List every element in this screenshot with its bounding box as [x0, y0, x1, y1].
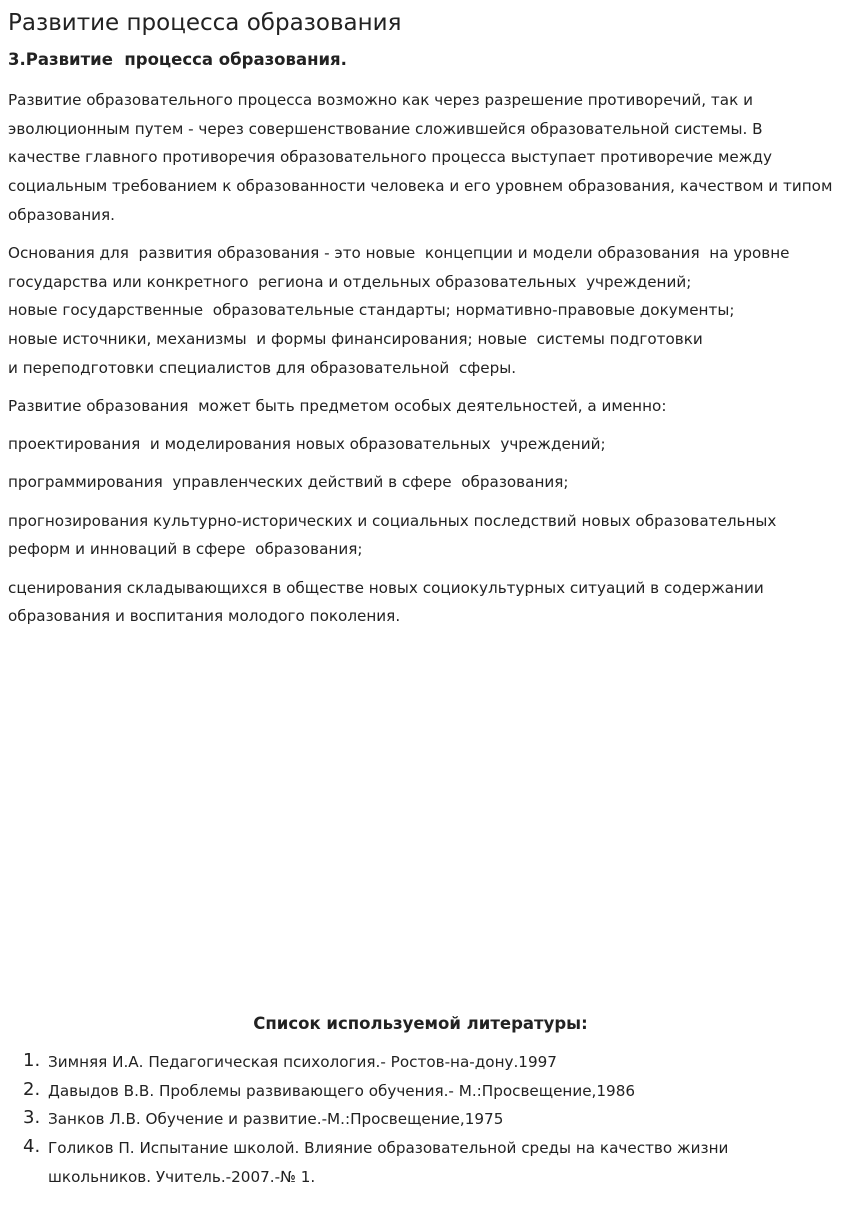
reference-item [0, 1048, 800, 1077]
reference-number: 2. [23, 1078, 41, 1100]
reference-text: Зимняя И.А. Педагогическая психология.- Ростов-на-дону.1997 [48, 1053, 557, 1071]
paragraph-foundations: Основания для развития образования - это новые концепции и модели образования на уровне государства или конкретного региона и отдельных образовательных учреждений; новые государственные образовательные стандарты; нормативно-правовые документы; новые источники, механизмы и формы финансирования; новые системы подготовки и переподготовки специалистов для образовательной сферы. [8, 244, 790, 377]
reference-text: Голиков П. Испытание школой. Влияние образовательной среды на качество жизни школьников. Учитель.-2007.-№ 1. [48, 1139, 729, 1186]
reference-item [0, 1077, 800, 1106]
reference-number: 1. [23, 1050, 41, 1071]
reference-text: Занков Л.В. Обучение и развитие.-М.:Просвещение,1975 [48, 1110, 504, 1129]
page-title: Развитие процесса образования [8, 10, 402, 36]
reference-item [0, 1134, 800, 1191]
reference-number: 3. [23, 1107, 41, 1129]
article-body [8, 86, 838, 640]
paragraph-activity-design: проектирования и моделирования новых образовательных учреждений; [8, 435, 606, 454]
paragraph-activity-forecasting: прогнозирования культурно-исторических и социальных последствий новых образовательных реформ и инноваций в сфере образования; [8, 511, 782, 559]
reference-text: Давыдов В.В. Проблемы развивающего обучения.- М.:Просвещение,1986 [48, 1081, 636, 1100]
references-title: Список используемой литературы: [253, 1014, 588, 1033]
section-heading: 3.Развитие процесса образования. [8, 50, 347, 69]
paragraph-activity-scenario: сценирования складывающихся в обществе новых социокультурных ситуаций в содержании образования и воспитания молодого поколения. [8, 578, 769, 626]
paragraph-activity-programming: программирования управленческих действий в сфере образования; [8, 473, 569, 492]
paragraph-intro: Развитие образовательного процесса возможно как через разрешение противоречий, так и эволюционным путем - через совершенствование сложившейся образовательной системы. В качестве главного противоречия образовательного процесса выступает противоречие между социальным требованием к образованности человека и его уровнем образования, качеством и типом образования. [8, 91, 838, 224]
paragraph-activities-intro: Развитие образования может быть предметом особых деятельностей, а именно: [8, 397, 667, 416]
reference-number: 4. [23, 1136, 41, 1158]
references-list [0, 1048, 800, 1192]
reference-item [0, 1105, 800, 1134]
